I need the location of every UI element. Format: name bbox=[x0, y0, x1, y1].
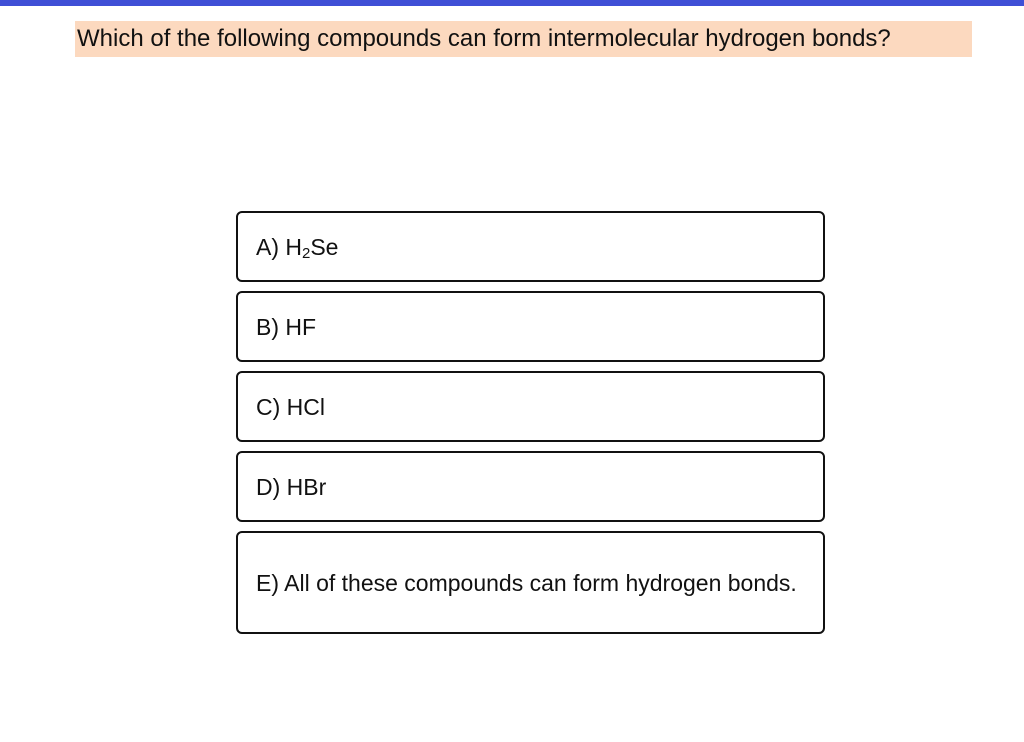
answer-option-a-prefix: A) H bbox=[256, 233, 302, 260]
answer-option-e-label: E) All of these compounds can form hydrogen bonds. bbox=[256, 569, 797, 596]
answer-option-c-label: C) HCl bbox=[256, 393, 325, 420]
answer-option-e[interactable] bbox=[236, 531, 825, 634]
answer-option-b[interactable] bbox=[236, 291, 825, 362]
answer-option-c[interactable] bbox=[236, 371, 825, 442]
answer-option-b-label: B) HF bbox=[256, 313, 317, 340]
answer-option-a-subscript: 2 bbox=[302, 244, 311, 262]
top-accent-bar bbox=[0, 0, 1024, 6]
answer-option-a-suffix: Se bbox=[310, 233, 339, 260]
answer-option-d-label: D) HBr bbox=[256, 473, 327, 500]
answer-option-a[interactable] bbox=[236, 211, 825, 282]
question-text: Which of the following compounds can form intermolecular hydrogen bonds? bbox=[75, 21, 972, 57]
answer-options-list bbox=[236, 211, 825, 634]
answer-option-d[interactable] bbox=[236, 451, 825, 522]
answer-option-a-label bbox=[256, 231, 338, 263]
